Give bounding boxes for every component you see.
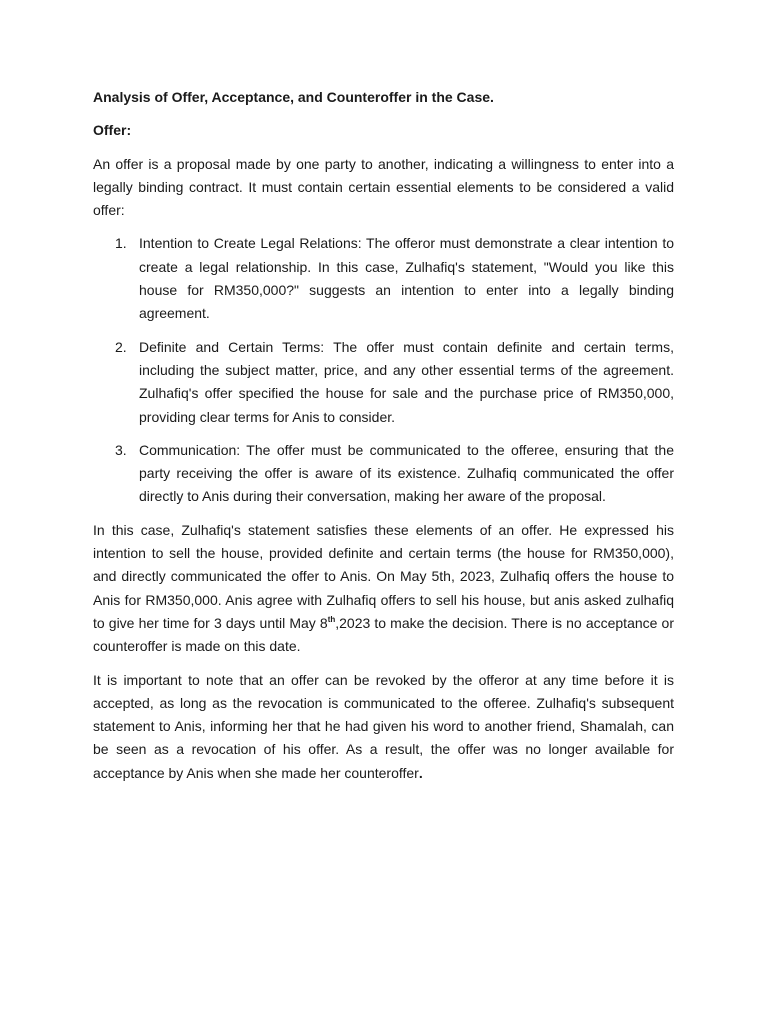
list-item-number: 2. [115, 338, 127, 355]
offer-elements-list [93, 232, 674, 508]
revocation-text: It is important to note that an offer can be revoked by the offeror at any time before it is accepted, as long as the revocation is communicated to the offeree. Zulhafiq's subsequent statement to Anis, informing her that he had given his word to another friend, Shamalah, can be seen as a revocation of his offer. As a result, the offer was no longer available for acceptance by Anis when she made her counteroffer [93, 671, 674, 781]
list-item-number: 1. [115, 235, 127, 252]
revocation-paragraph [93, 669, 674, 785]
list-item-text: Communication: The offer must be communicated to the offeree, ensuring that the party receiving the offer is aware of its existence. Zulhafiq communicated the offer directly to Anis during their conversation, making her aware of the proposal. [139, 441, 674, 505]
list-item-text: Intention to Create Legal Relations: The offeror must demonstrate a clear intention to create a legal relationship. In this case, Zulhafiq's statement, "Would you like this house for RM350,000?" suggests an intention to enter into a legally binding agreement. [139, 235, 674, 322]
section-heading-offer: Offer: [93, 122, 132, 139]
intro-paragraph: An offer is a proposal made by one party to another, indicating a willingness to enter into a legally binding contract. It must contain certain essential elements to be considered a valid offer: [93, 155, 674, 219]
ordinal-superscript: th [327, 614, 336, 624]
list-item-number: 3. [115, 441, 127, 458]
list-item [93, 232, 674, 325]
analysis-text-before: In this case, Zulhafiq's statement satisfies these elements of an offer. He expressed his intention to sell the house, provided definite and certain terms (the house for RM350,000), and directly communicated the offer to Anis. On May 5th, 2023, Zulhafiq offers the house to Anis for RM350,000. Anis agree with Zulhafiq offers to sell his house, but anis asked zulhafiq to give her time for 3 days until May 8 [93, 521, 674, 631]
analysis-paragraph [93, 519, 674, 659]
list-item [93, 439, 674, 509]
document-page [93, 86, 674, 795]
analysis-text-after: ,2023 to make the decision. There is no acceptance or counteroffer is made on this date. [93, 614, 674, 655]
revocation-end-period: . [418, 764, 423, 781]
document-title: Analysis of Offer, Acceptance, and Counteroffer in the Case. [93, 89, 494, 105]
list-item-text: Definite and Certain Terms: The offer must contain definite and certain terms, including the subject matter, price, and any other essential terms of the agreement. Zulhafiq's offer specified the house for sale and the purchase price of RM350,000, providing clear terms for Anis to consider. [139, 338, 674, 425]
list-item [93, 336, 674, 429]
